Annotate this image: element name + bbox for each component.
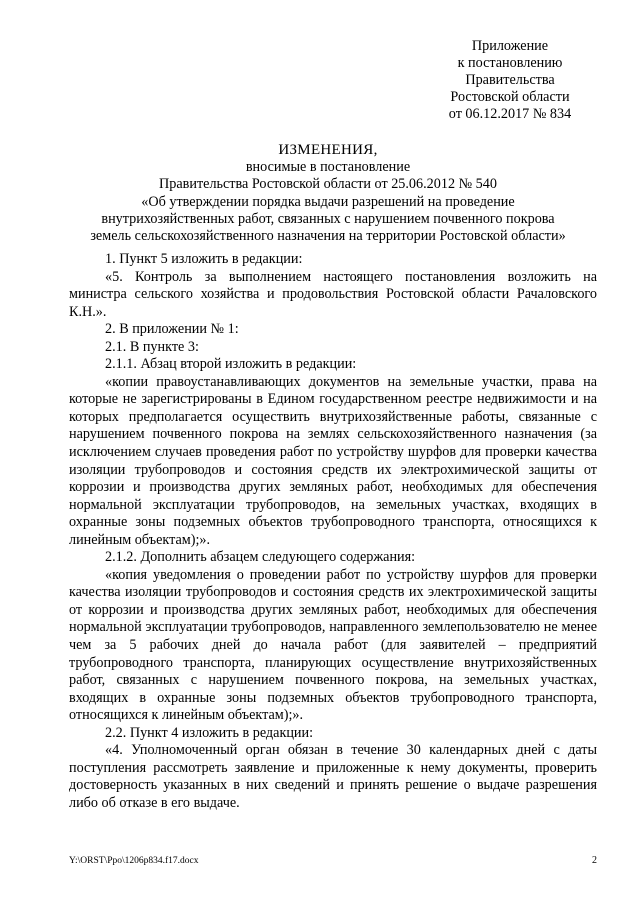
body-paragraph: «копии правоустанавливающих документов на земельные участки, права на которые не зарегистрированы в Едином государственном реестре недвижимости и на которых предполагается осуществить внутрихозяйственные работы, связанные с нарушением почвенного покрова на землях сельскохозяйственного назначения (за исключением случаев проведения работ по устройству шурфов для проверки качества изоляции трубопроводов и состояния средств их электрохимической защиты от коррозии и производства других земляных работ, необходимых для обеспечения нормальной эксплуатации трубопроводов, на земельных участках, входящих в охранные зоны подземных объектов трубопроводного транспорта, относящихся к линейным объектам);».: [69, 373, 597, 548]
appendix-block: [420, 38, 600, 123]
body-paragraph: 2.1. В пункте 3:: [105, 338, 199, 355]
body-paragraph: 2. В приложении № 1:: [105, 321, 239, 338]
body-paragraph: 2.1.1. Абзац второй изложить в редакции:: [105, 356, 357, 373]
heading-line: внутрихозяйственных работ, связанных с нарушением почвенного покрова: [101, 210, 555, 227]
document-body: [69, 251, 597, 813]
appendix-line: от 06.12.2017 № 834: [448, 106, 572, 122]
heading-line: земель сельскохозяйственного назначения на территории Ростовской области»: [90, 228, 566, 245]
body-paragraph: 1. Пункт 5 изложить в редакции:: [105, 251, 303, 267]
heading-line: вносимые в постановление: [245, 159, 411, 176]
heading-title: ИЗМЕНЕНИЯ,: [278, 142, 378, 158]
heading-line: «Об утверждении порядка выдачи разрешений на проведение: [141, 193, 515, 210]
appendix-line: Правительства: [465, 72, 555, 88]
appendix-line: к постановлению: [457, 55, 563, 71]
body-paragraph: «5. Контроль за выполнением настоящего постановления возложить на министра сельского хозяйства и продовольствия Ростовской области Рачаловского К.Н.».: [69, 268, 597, 320]
body-paragraph: «копия уведомления о проведении работ по устройству шурфов для проверки качества изоляции трубопроводов и состояния средств их электрохимической защиты от коррозии и производства других земляных работ, необходимых для обеспечения нормальной эксплуатации трубопроводов, направленного землепользователю не менее чем за 5 рабочих дней до начала работ (для заявителей – предприятий трубопроводного транспорта, планирующих осуществление внутрихозяйственных работ, связанных с нарушением почвенного покрова, на земельных участках, входящих в охранные зоны подземных объектов трубопроводного транспорта, относящихся к линейным объектам);».: [69, 566, 597, 724]
heading-line: Правительства Ростовской области от 25.06.2012 № 540: [159, 176, 497, 193]
appendix-line: Приложение: [471, 38, 549, 54]
body-paragraph: 2.2. Пункт 4 изложить в редакции:: [105, 724, 314, 741]
body-paragraph: 2.1.2. Дополнить абзацем следующего содержания:: [105, 549, 416, 566]
footer-file-path: Y:\ORST\Ppo\1206p834.f17.docx: [69, 856, 199, 866]
page-number: 2: [592, 855, 597, 866]
appendix-line: Ростовской области: [450, 89, 570, 105]
document-heading: [58, 142, 598, 245]
body-paragraph: «4. Уполномоченный орган обязан в течение 30 календарных дней с даты поступления рассмотреть заявление и приложенные к нему документы, проверить достоверность указанных в них сведений и принять решение о выдаче разрешения либо об отказе в его выдаче.: [69, 742, 597, 811]
